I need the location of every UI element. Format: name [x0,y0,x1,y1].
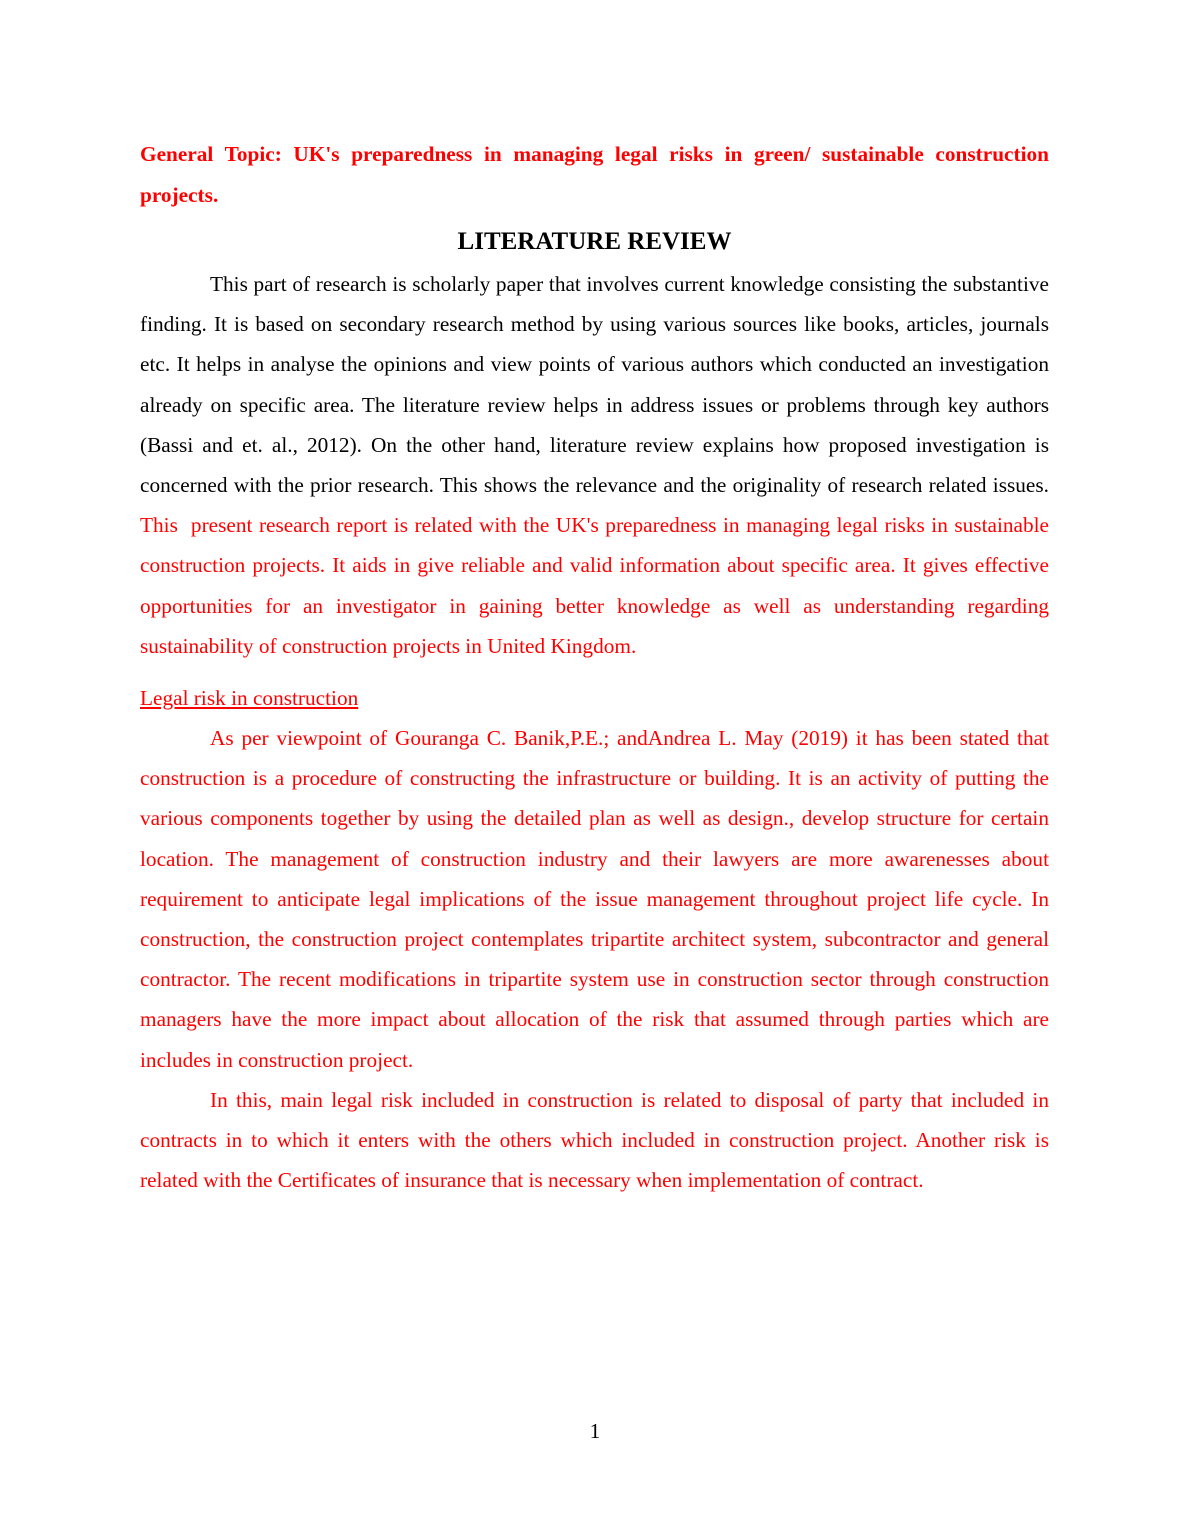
section-title: Legal risk in construction [140,686,359,711]
intro-paragraph [140,264,1060,666]
general-topic: General Topic: UK's preparedness in managing legal risks in green/ sustainable construction projects. [140,142,1049,207]
page-title: LITERATURE REVIEW [457,228,732,255]
page-number: 1 [589,1419,601,1443]
document-page [140,134,1060,1200]
intro-text-black: This part of research is scholarly paper that involves current knowledge consisting the substantive finding. It is based on secondary research method by using various sources like books, articles, journals etc. It helps in analyse the opinions and view points of various authors which conducted an investigation already on specific area. The literature review helps in address issues or problems through key authors (Bassi and et. al., 2012). On the other hand, literature review explains how proposed investigation is concerned with the prior research. This shows the relevance and the originality of research related issues. [140,272,1049,498]
intro-text-red: This present research report is related with the UK's preparedness in managing legal risks in sustainable construction projects. It aids in give reliable and valid information about specific area. It gives effective opportunities for an investigator in gaining better knowledge as well as understanding regarding sustainability of construction projects in United Kingdom. [140,513,1060,658]
section-paragraph-1: As per viewpoint of Gouranga C. Banik,P.E.; andAndrea L. May (2019) it has been stated that construction is a procedure of constructing the infrastructure or building. It is an activity of putting the various components together by using the detailed plan as well as design., develop structure for certain location. The management of construction industry and their lawyers are more awarenesses about requirement to anticipate legal implications of the issue management throughout project life cycle. In construction, the construction project contemplates tripartite architect system, subcontractor and general contractor. The recent modifications in tripartite system use in construction sector through construction managers have the more impact about allocation of the risk that assumed through parties which are includes in construction project. [140,726,1049,1072]
section-paragraph-2: In this, main legal risk included in construction is related to disposal of party that included in contracts in to which it enters with the others which included in construction project. Another risk is related with the Certificates of insurance that is necessary when implementation of contract. [140,1087,1049,1193]
